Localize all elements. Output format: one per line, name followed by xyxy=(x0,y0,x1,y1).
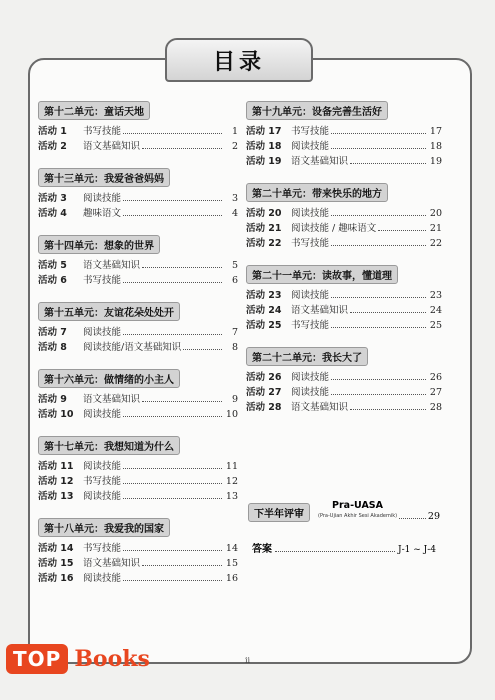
activity-name: 语文基础知识 xyxy=(291,305,349,316)
dot-leader xyxy=(331,148,426,149)
activity-page: 3 xyxy=(231,193,238,204)
activity-number: 活动 19 xyxy=(246,156,282,167)
activity-name: 语文基础知识 xyxy=(83,394,141,405)
logo-books-text: Books xyxy=(74,646,150,672)
activity-row xyxy=(38,474,238,489)
unit-heading: 第二十单元：带来快乐的地方 xyxy=(246,183,388,202)
unit-heading: 第十五单元：友谊花朵处处开 xyxy=(38,302,180,321)
unit-section xyxy=(246,182,442,251)
activity-number: 活动 15 xyxy=(38,558,74,569)
activity-number: 活动 11 xyxy=(38,461,74,472)
dot-leader xyxy=(331,215,426,216)
activity-number: 活动 13 xyxy=(38,491,74,502)
activity-row xyxy=(38,139,238,154)
dot-leader xyxy=(350,312,426,313)
activity-page: 15 xyxy=(225,558,238,569)
dot-leader xyxy=(142,148,222,149)
unit-heading: 第十三单元：我爱爸爸妈妈 xyxy=(38,168,170,187)
dot-leader xyxy=(331,379,426,380)
activity-page: 24 xyxy=(429,305,442,316)
unit-section xyxy=(38,435,238,504)
activity-page: 10 xyxy=(225,409,238,420)
unit-heading: 第二十二单元：我长大了 xyxy=(246,347,368,366)
unit-section xyxy=(38,167,238,221)
activity-row xyxy=(246,303,442,318)
activity-page: 1 xyxy=(231,126,238,137)
activity-name: 书写技能 xyxy=(291,126,330,137)
activity-page: 21 xyxy=(429,223,442,234)
activity-page: 22 xyxy=(429,238,442,249)
unit-section xyxy=(246,100,442,169)
unit-section xyxy=(38,368,238,422)
unit-heading: 第十九单元：设备完善生活好 xyxy=(246,101,388,120)
dot-leader xyxy=(331,394,426,395)
activity-name: 书写技能 xyxy=(83,543,122,554)
activity-number: 活动 6 xyxy=(38,275,67,286)
activity-number: 活动 10 xyxy=(38,409,74,420)
unit-heading: 第十八单元：我爱我的国家 xyxy=(38,518,170,537)
activity-page: 9 xyxy=(231,394,238,405)
activity-number: 活动 8 xyxy=(38,342,67,353)
dot-leader xyxy=(183,349,222,350)
activity-name: 阅读技能 xyxy=(83,409,122,420)
dot-leader xyxy=(123,550,222,551)
activity-row xyxy=(38,206,238,221)
activity-row xyxy=(38,392,238,407)
activity-name: 语文基础知识 xyxy=(83,260,141,271)
activity-name: 阅读技能 xyxy=(83,461,122,472)
activity-row xyxy=(38,340,238,355)
activity-name: 阅读技能 xyxy=(83,193,122,204)
activity-number: 活动 14 xyxy=(38,543,74,554)
activity-number: 活动 25 xyxy=(246,320,282,331)
dot-leader xyxy=(123,580,222,581)
activity-row xyxy=(246,236,442,251)
activity-name: 书写技能 xyxy=(291,238,330,249)
answer-entry xyxy=(252,540,436,555)
activity-number: 活动 21 xyxy=(246,223,282,234)
exam-subtitle: (Pra-Ujian Akhir Sesi Akademik) xyxy=(318,513,398,519)
activity-row xyxy=(246,124,442,139)
dot-leader xyxy=(331,245,426,246)
dot-leader xyxy=(123,468,222,469)
activity-page: 25 xyxy=(429,320,442,331)
page-number: ii xyxy=(244,656,251,665)
unit-section xyxy=(38,301,238,355)
activity-number: 活动 7 xyxy=(38,327,67,338)
activity-number: 活动 3 xyxy=(38,193,67,204)
activity-row xyxy=(38,407,238,422)
activity-number: 活动 23 xyxy=(246,290,282,301)
activity-page: 2 xyxy=(231,141,238,152)
activity-name: 阅读技能 xyxy=(291,208,330,219)
activity-row xyxy=(246,139,442,154)
activity-name: 阅读技能 / 趣味语文 xyxy=(291,223,377,234)
activity-number: 活动 5 xyxy=(38,260,67,271)
activity-name: 阅读技能 xyxy=(83,327,122,338)
activity-number: 活动 28 xyxy=(246,402,282,413)
activity-number: 活动 18 xyxy=(246,141,282,152)
activity-number: 活动 4 xyxy=(38,208,67,219)
activity-row xyxy=(38,273,238,288)
activity-page: 12 xyxy=(225,476,238,487)
dot-leader xyxy=(123,282,222,283)
activity-number: 活动 1 xyxy=(38,126,67,137)
activity-row xyxy=(38,124,238,139)
dot-leader xyxy=(142,401,222,402)
activity-row xyxy=(246,206,442,221)
activity-row xyxy=(38,489,238,504)
activity-name: 语文基础知识 xyxy=(83,558,141,569)
activity-number: 活动 12 xyxy=(38,476,74,487)
unit-heading: 第十七单元：我想知道为什么 xyxy=(38,436,180,455)
activity-page: 8 xyxy=(231,342,238,353)
unit-heading: 第十二单元：童话天地 xyxy=(38,101,150,120)
unit-section xyxy=(246,264,442,333)
activity-page: 13 xyxy=(225,491,238,502)
activity-page: 28 xyxy=(429,402,442,413)
unit-section xyxy=(246,346,442,415)
dot-leader xyxy=(331,297,426,298)
unit-section xyxy=(38,100,238,154)
activity-row xyxy=(246,318,442,333)
activity-number: 活动 24 xyxy=(246,305,282,316)
answer-label: 答案 xyxy=(252,544,272,555)
activity-name: 书写技能 xyxy=(83,275,122,286)
answer-pages: J-1 ~ J-4 xyxy=(397,545,436,555)
activity-number: 活动 9 xyxy=(38,394,67,405)
activity-name: 语文基础知识 xyxy=(83,141,141,152)
dot-leader xyxy=(123,200,222,201)
activity-row xyxy=(38,325,238,340)
activity-page: 17 xyxy=(429,126,442,137)
dot-leader xyxy=(142,267,222,268)
activity-page: 20 xyxy=(429,208,442,219)
activity-name: 阅读技能 xyxy=(83,491,122,502)
activity-row xyxy=(246,154,442,169)
dot-leader xyxy=(123,133,222,134)
activity-number: 活动 27 xyxy=(246,387,282,398)
exam-page: 29 xyxy=(427,511,440,522)
unit-heading: 第十六单元：做情绪的小主人 xyxy=(38,369,180,388)
activity-name: 语文基础知识 xyxy=(291,156,349,167)
activity-page: 7 xyxy=(231,327,238,338)
activity-page: 27 xyxy=(429,387,442,398)
unit-section xyxy=(38,517,238,586)
dot-leader xyxy=(123,483,222,484)
activity-row xyxy=(246,400,442,415)
dot-leader xyxy=(142,565,222,566)
activity-number: 活动 2 xyxy=(38,141,67,152)
dot-leader xyxy=(331,133,426,134)
activity-row xyxy=(38,258,238,273)
dot-leader xyxy=(331,327,426,328)
activity-row xyxy=(38,556,238,571)
activity-number: 活动 20 xyxy=(246,208,282,219)
right-column xyxy=(246,100,442,428)
dot-leader xyxy=(123,215,222,216)
activity-page: 4 xyxy=(231,208,238,219)
activity-name: 语文基础知识 xyxy=(291,402,349,413)
left-column xyxy=(38,100,238,599)
exam-title-block xyxy=(318,500,397,522)
activity-row xyxy=(246,221,442,236)
activity-name: 阅读技能 xyxy=(291,141,330,152)
dot-leader xyxy=(350,409,426,410)
activity-page: 19 xyxy=(429,156,442,167)
activity-name: 阅读技能 xyxy=(291,290,330,301)
exam-heading: 下半年评审 xyxy=(248,503,310,522)
dot-leader xyxy=(123,498,222,499)
activity-name: 阅读技能/语文基础知识 xyxy=(83,342,182,353)
activity-name: 阅读技能 xyxy=(291,387,330,398)
dot-leader xyxy=(123,334,222,335)
activity-row xyxy=(246,288,442,303)
activity-page: 26 xyxy=(429,372,442,383)
unit-heading: 第二十一单元：读故事，懂道理 xyxy=(246,265,398,284)
activity-row xyxy=(38,541,238,556)
activity-row xyxy=(38,191,238,206)
unit-heading: 第十四单元：想象的世界 xyxy=(38,235,160,254)
activity-row xyxy=(38,571,238,586)
logo-top-text: TOP xyxy=(6,644,68,674)
activity-row xyxy=(246,370,442,385)
activity-row xyxy=(38,459,238,474)
exam-name: Pra-UASA xyxy=(332,500,384,511)
dot-leader xyxy=(350,163,426,164)
activity-page: 18 xyxy=(429,141,442,152)
activity-page: 16 xyxy=(225,573,238,584)
topbooks-logo xyxy=(6,644,150,674)
activity-page: 14 xyxy=(225,543,238,554)
activity-number: 活动 16 xyxy=(38,573,74,584)
activity-page: 23 xyxy=(429,290,442,301)
dot-leader xyxy=(378,230,426,231)
activity-page: 5 xyxy=(231,260,238,271)
activity-name: 阅读技能 xyxy=(83,573,122,584)
activity-number: 活动 22 xyxy=(246,238,282,249)
page-title: 目录 xyxy=(165,38,313,82)
activity-page: 6 xyxy=(231,275,238,286)
activity-name: 书写技能 xyxy=(83,126,122,137)
dot-leader xyxy=(399,518,426,519)
activity-name: 趣味语文 xyxy=(83,208,122,219)
activity-page: 11 xyxy=(225,461,238,472)
activity-number: 活动 26 xyxy=(246,372,282,383)
activity-name: 书写技能 xyxy=(291,320,330,331)
activity-row xyxy=(246,385,442,400)
activity-number: 活动 17 xyxy=(246,126,282,137)
exam-entry xyxy=(248,500,440,522)
unit-section xyxy=(38,234,238,288)
activity-name: 阅读技能 xyxy=(291,372,330,383)
dot-leader xyxy=(275,551,395,552)
dot-leader xyxy=(123,416,222,417)
activity-name: 书写技能 xyxy=(83,476,122,487)
